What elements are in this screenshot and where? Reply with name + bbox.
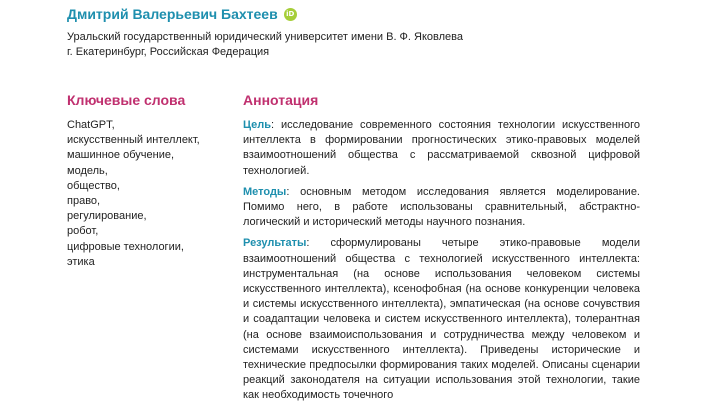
keyword-item: общество,	[67, 179, 120, 192]
methods-text: : основным методом исследования является моделирование. Помимо него, в работе использованы сравнительный, абстрактно-логический и исторический методы научного познания.	[243, 185, 640, 229]
keyword-item: цифровые технологии,	[67, 240, 184, 253]
keyword-item: машинное обучение,	[67, 149, 175, 162]
results-label: Результаты	[243, 237, 307, 250]
results-text: : сформулированы четыре этико-правовые модели взаимоотношений общества с технологией искусственного интеллекта: инструментальная (на основе использования человеком системы искусственного интеллекта), ксенофобная (на основе конкуренции человека и системы искусственного интеллекта), эмпатическая (на основе сочувствия и соадаптации человека и систем искусственного интеллекта), толерантная (на основе взаимоиспользования и сотрудничества между человеком и системами искусственного интеллекта). Приведены исторические и технические предпосылки формирования таких моделей. Описаны сценарии реакций законодателя на ситуации использования этой технологии, такие как необходимость точечного	[243, 237, 640, 402]
abstract-body	[243, 118, 640, 410]
abstract-heading: Аннотация	[243, 92, 319, 108]
keywords-heading: Ключевые слова	[67, 92, 186, 108]
author-name-block	[67, 6, 297, 22]
keyword-item: модель,	[67, 164, 108, 177]
keyword-item: право,	[67, 195, 101, 208]
affiliation-university: Уральский государственный юридический университет имени В. Ф. Яковлева	[67, 31, 463, 43]
affiliation-city: г. Екатеринбург, Российская Федерация	[67, 46, 270, 58]
keyword-item: этика	[67, 255, 95, 268]
abstract-methods	[243, 185, 640, 231]
goal-label: Цель	[243, 119, 272, 131]
keyword-item: искусственный интеллект,	[67, 134, 200, 147]
orcid-icon[interactable]: iD	[284, 8, 297, 21]
goal-text: : исследование современного состояния технологии искусственного интеллекта в формировании прогностических этико-правовых моделей взаимоотношений общества с рассматриваемой сквозной цифровой технологией.	[243, 119, 640, 177]
abstract-results	[243, 236, 640, 403]
keywords-list	[67, 118, 200, 270]
author-name: Дмитрий Валерьевич Бахтеев	[67, 6, 278, 22]
keyword-item: робот,	[67, 225, 99, 238]
methods-label: Методы	[243, 185, 287, 198]
keyword-item: регулирование,	[67, 210, 147, 223]
abstract-goal	[243, 118, 640, 179]
affiliation	[67, 30, 463, 60]
keyword-item: ChatGPT,	[67, 119, 115, 131]
